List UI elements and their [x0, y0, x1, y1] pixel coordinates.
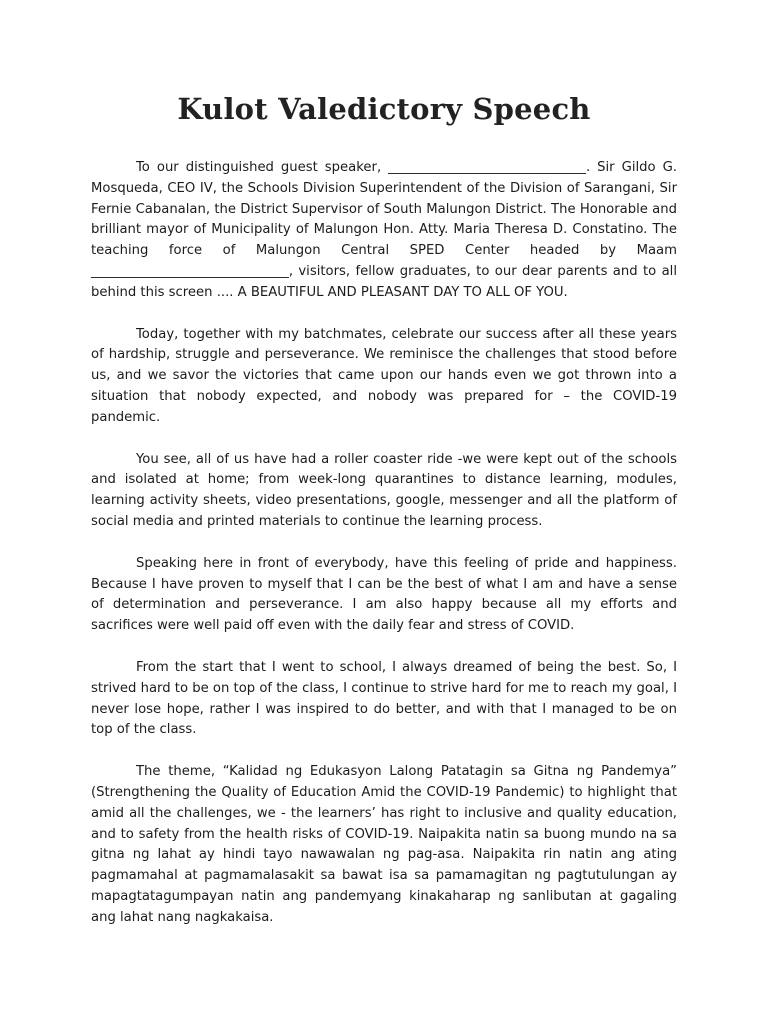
paragraph-theme: The theme, “Kalidad ng Edukasyon Lalong Patatagin sa Gitna ng Pandemya” (Strengthening the Quality of Education Amid the COVID-19 Pandemic) to highlight that amid all the challenges, we - the learners’ has right to inclusive and quality education, and to safety from the health risks of COVID-19. Naipakita natin sa buong mundo na sa gitna ng lahat ay hindi tayo nawawalan ng pag-asa. Naipakita rin natin ang ating pagmamahal at pagmamalasakit sa bawat isa sa pamamagitan ng pagtutulungan ay mapagtatagumpayan natin ang pandemyang kinakaharap ng sanlibutan at gagaling ang lahat nang nagkakaisa. [91, 764, 677, 925]
paragraph-greeting: To our distinguished guest speaker, ______________________________. Sir Gildo G. Mosqueda, CEO IV, the Schools Division Superintendent of the Division of Sarangani, Sir Fernie Cabanalan, the District Supervisor of South Malungon District. The Honorable and brilliant mayor of Municipality of Malungon Hon. Atty. Maria Theresa D. Constatino. The teaching force of Malungon Central SPED Center headed by Maam ______________________________, visitors, fellow graduates, to our dear parents and to all behind this screen .... A BEAUTIFUL AND PLEASANT DAY TO ALL OF YOU. [91, 160, 677, 300]
document-body [91, 158, 677, 950]
paragraph-dream: From the start that I went to school, I always dreamed of being the best. So, I strived hard to be on top of the class, I continue to strive hard for me to reach my goal, I never lose hope, rather I was inspired to do better, and with that I managed to be on top of the class. [91, 659, 677, 738]
paragraph-pride: Speaking here in front of everybody, have this feeling of pride and happiness. Because I have proven to myself that I can be the best of what I am and have a sense of determination and perseverance. I am also happy because all my efforts and sacrifices were well paid off even with the daily fear and stress of COVID. [91, 555, 677, 634]
paragraph-celebration: Today, together with my batchmates, celebrate our success after all these years of hardship, struggle and perseverance. We reminisce the challenges that stood before us, and we savor the victories that came upon our hands even we got thrown into a situation that nobody expected, and nobody was prepared for – the COVID-19 pandemic. [91, 326, 677, 425]
document-title: Kulot Valedictory Speech [177, 92, 591, 126]
paragraph-roller-coaster: You see, all of us have had a roller coaster ride -we were kept out of the schools and isolated at home; from week-long quarantines to distance learning, modules, learning activity sheets, video presentations, google, messenger and all the platform of social media and printed materials to continue the learning process. [91, 451, 677, 529]
